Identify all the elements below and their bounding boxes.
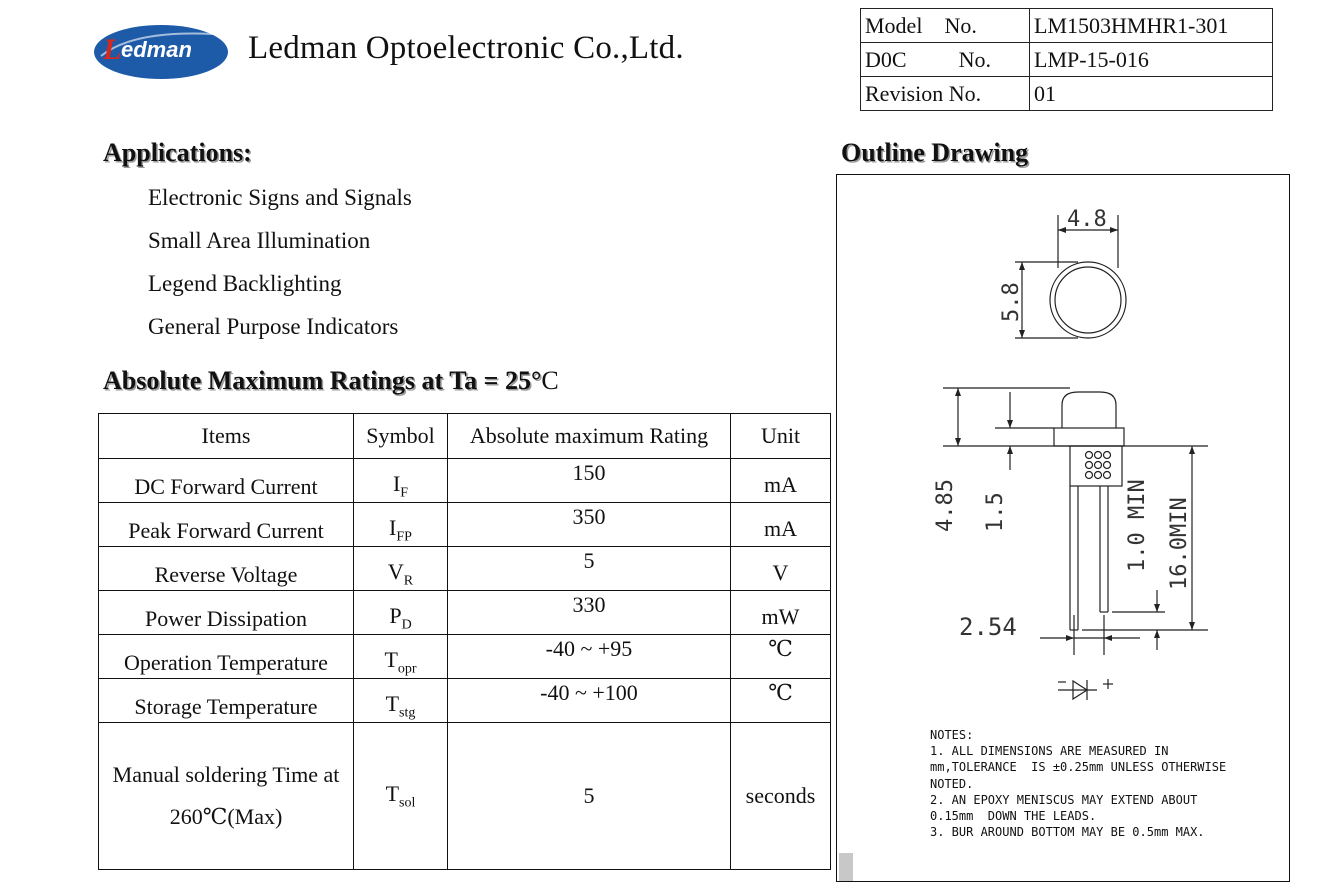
item-name: DC Forward Current — [134, 473, 318, 499]
dim-lead-length: 16.0MIN — [1167, 497, 1192, 590]
item-name: Manual soldering Time at 260℃(Max) — [99, 723, 354, 870]
column-header: Symbol — [354, 414, 448, 459]
column-header: Items — [99, 414, 354, 459]
dim-flange: 1.5 — [983, 492, 1008, 532]
applications-title: Applications: — [103, 138, 252, 167]
dim-total-height: 4.85 — [933, 479, 958, 532]
item-name: Peak Forward Current — [128, 517, 324, 543]
note-line: 3. BUR AROUND BOTTOM MAY BE 0.5mm MAX. — [930, 825, 1205, 840]
column-header: Unit — [731, 414, 831, 459]
item-name: Storage Temperature — [134, 693, 318, 719]
list-item: Legend Backlighting — [148, 271, 342, 296]
note-line: 1. ALL DIMENSIONS ARE MEASURED IN — [930, 744, 1169, 759]
info-label-no: No. — [958, 46, 991, 72]
symbol: $T_{sol}$ — [354, 723, 448, 870]
info-value: LMP-15-016 — [1030, 43, 1273, 77]
note-line: NOTES: — [930, 728, 974, 742]
item-name: Reverse Voltage — [154, 561, 298, 587]
symbol: $T_{stg}$ — [385, 691, 416, 721]
rating-value: 350 — [572, 503, 606, 529]
chip-detail — [1086, 452, 1111, 479]
unit: ℃ — [768, 679, 793, 705]
rating-value: -40 ~ +95 — [545, 635, 633, 661]
top-view-outer-circle — [1050, 262, 1126, 338]
symbol: $V_R$ — [387, 559, 414, 589]
outline-notes — [930, 727, 1226, 840]
list-item: Electronic Signs and Signals — [148, 185, 412, 210]
top-view-inner-circle — [1055, 267, 1121, 333]
dim-top-height: 5.8 — [999, 282, 1024, 322]
note-line: NOTED. — [930, 776, 974, 791]
company-name: Ledman Optoelectronic Co.,Ltd. — [248, 30, 684, 66]
list-item: General Purpose Indicators — [148, 314, 399, 339]
unit: ℃ — [768, 635, 793, 661]
svg-text:edman: edman — [121, 37, 192, 62]
note-line: 0.15mm DOWN THE LEADS. — [930, 809, 1097, 824]
item-name: Power Dissipation — [145, 605, 307, 631]
info-value: 01 — [1030, 77, 1273, 111]
lens-dome — [1062, 392, 1116, 428]
unit: mA — [764, 471, 797, 497]
item-name: Operation Temperature — [124, 649, 328, 675]
rating-value: 5 — [583, 547, 595, 573]
ratings-title: Absolute Maximum Ratings at Ta = 25°C — [103, 366, 559, 395]
symbol: $T_{opr}$ — [384, 647, 417, 677]
symbol: $P_D$ — [389, 603, 412, 633]
column-header: Absolute maximum Rating — [448, 414, 731, 459]
svg-text:L: L — [103, 33, 122, 66]
flange — [1054, 428, 1124, 446]
symbol: $I_{FP}$ — [389, 515, 412, 545]
dim-top-width: 4.8 — [1067, 207, 1107, 232]
rating-value: 150 — [572, 459, 606, 485]
unit: mW — [761, 603, 800, 629]
rating-value: 5 — [448, 723, 731, 870]
info-value: LM1503HMHR1-301 — [1030, 9, 1273, 43]
dim-pitch: 2.54 — [959, 613, 1017, 641]
rating-value: 330 — [572, 591, 606, 617]
list-item: Small Area Illumination — [148, 228, 371, 253]
unit: seconds — [731, 723, 831, 870]
note-line: 2. AN EPOXY MENISCUS MAY EXTEND ABOUT — [930, 792, 1198, 807]
symbol: $I_F$ — [392, 471, 409, 501]
info-label: Revision No. — [861, 77, 1030, 111]
unit: mA — [764, 515, 797, 541]
dim-lead-min: 1.0 MIN — [1125, 479, 1150, 572]
info-label-no: No. — [944, 12, 977, 38]
info-label: Model — [865, 12, 923, 38]
info-label: D0C — [865, 46, 907, 72]
note-line: mm,TOLERANCE IS ±0.25mm UNLESS OTHERWISE — [930, 760, 1227, 775]
rating-value: -40 ~ +100 — [540, 679, 638, 705]
outline-title: Outline Drawing — [841, 138, 1029, 167]
unit: V — [772, 559, 789, 585]
